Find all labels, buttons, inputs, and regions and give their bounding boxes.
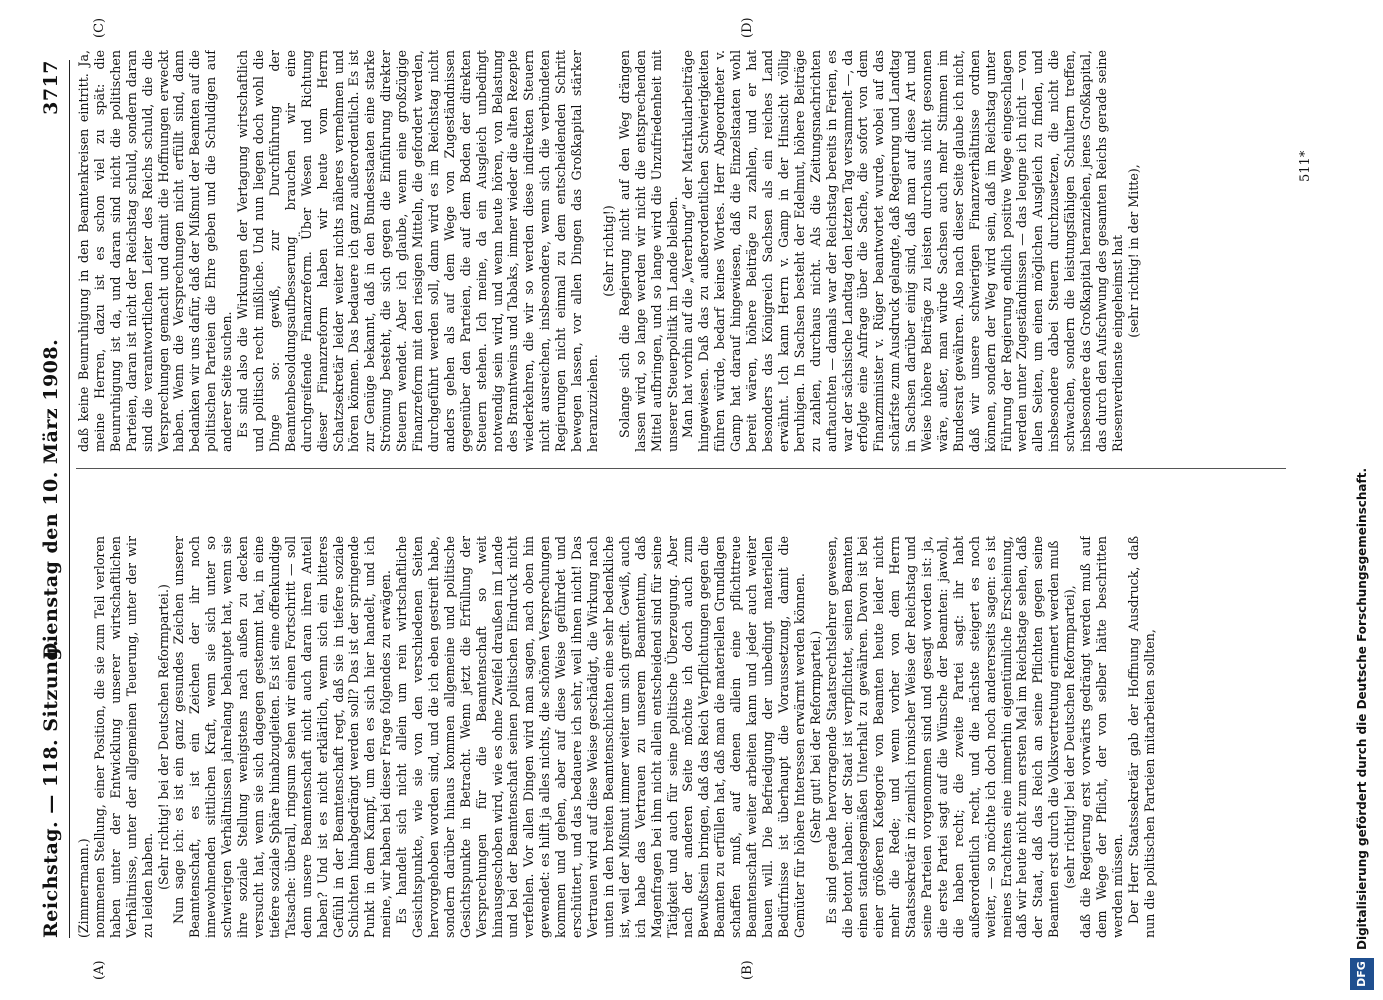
paragraph: nommenen Stellung, einer Position, die sie zum Teil verloren haben unter der Entwicklung unserer wirtschaftlichen Verhältnisse, unter der allgemeinen Teuerung, unter der wir zu leiden haben. (91, 536, 155, 938)
header-date: Dienstag den 10. März 1908. (40, 338, 62, 660)
paragraph: Es handelt sich nicht allein um rein wirtschaftliche Gesichtspunkte, wie sie von den verschiedenen Seiten hervorgehoben worden sind, und die ich eben gestreift habe, sondern darüber hinaus kommen allgemeine und politische Gesichtspunkte in Betracht. Wenn jetzt die Erfüllung der Versprechungen für die Beamtenschaft so weit hinausgeschoben wird, wie es ohne Zweifel draußen im Lande und bei der Beamtenschaft seinen politischen Eindruck nicht verfehlen. Vor allen Dingen wird man sagen, nach oben hin gewendet: es hilft ja alles nichts, die schönen Versprechungen kommen und gehen, aber auf diese Weise geführdet und erschüttert, und das bedauere ich sehr, weil ihnen nicht! Das Vertrauen wird auf diese Weise geschädigt, die Wirkung nach unten in den breiten Beamtenschichten eine sehr bedenkliche ist, weil der Mißmut immer weiter um sich greift. Gewiß, auch ich habe das Vertrauen zu unserem Beamtentum, daß Magenfragen bei ihm nicht allein entscheidend sind für seine Tätigkeit und auch für seine politische Überzeugung. Aber nach der anderen Seite möchte ich doch auch zum Bewußtsein bringen, daß das Reich Verpflichtungen gegen die Beamten zu erfüllen hat, daß man die materiellen Grundlagen schaffen muß, auf denen allein eine pflichttreue Beamtenschaft weiter arbeiten kann und jeder auch weiter bauen will. Die Befriedigung der unbedingt materiellen Bedürfnisse ist überhaupt die Voraussetzung, damit die Gemüter für höhere Interessen erwärmt werden können. (394, 536, 807, 938)
paragraph: Solange sich die Regierung nicht auf den Weg drängen lassen wird, so lange werden wir nicht die entsprechenden Mittel aufbringen, und so lange wird die Unzufriedenheit mit unserer Steuerpolitik im Lande bleiben. (616, 50, 680, 452)
header-page-number: 3717 (40, 60, 62, 115)
paragraph: Man hat vorhin auf die „Vererbung“ der Matrikularbeiträge hingewiesen. Daß das zu außerordentlichen Schwierigkeiten führen würde, bedarf keines Wortes. Herr Abgeordneter v. Gamp hat darauf hingewiesen, daß die Einzelstaaten wohl bereit wären, höhere Beiträge zu zahlen, und er hat besonders das Königreich Sachsen als ein reiches Land erwähnt. Ich kann Herrn v. Gamp in der Hinsicht völlig beruhigen. In Sachsen besteht der Edelmut, höhere Beiträge zu zahlen, durchaus nicht. Als die Zeitungsnachrichten auftauchten — damals war der Reichstag bereits in Ferien, es war der sächsische Landtag den letzten Tag versammelt —, da erfolgte eine Anfrage über die Sache, die sofort von dem Finanzminister v. Rüger beantwortet wurde, wobei auf das schärfste zum Ausdruck gelangte, daß Regierung und Landtag in Sachsen darüber einig sind, daß man auf diese Art und Weise höhere Beiträge zu leisten durchaus nicht gesonnen wäre, außer, man würde Sachsen auch mehr Stimmen im Bundesrat gewähren. Also nach dieser Seite glaube ich nicht, daß wir unsere schwierigen Finanzverhältnisse ordnen können, sondern der Weg wird sein, daß im Reichstag unter Führung der Regierung endlich positive Wege eingeschlagen werden unter Zugeständnissen — das leugne ich nicht — von allen Seiten, um einen möglichen Ausgleich zu finden, und insbesondere dabei Steuern durchzusetzen, die nicht die schwachen, sondern die leistungsfähigen Schultern treffen, insbesondere das Großkapital heranziehen, jenes Großkapital, das durch den Aufschwung des gesamten Reichs gerade seine Riesenverdienste eingeheimst hat (680, 50, 1125, 452)
interjection: (Sehr gut! bei der Reformpartei.) (807, 630, 823, 844)
digitization-footer (1346, 0, 1383, 1000)
interjection: (sehr richtig! bei der Deutschen Reformpartei), (1062, 585, 1078, 889)
paragraph: Es sind gerade hervorragende Staatsrechtslehrer gewesen, die betont haben: der Staat ist verpflichtet, seinen Beamten einen standesgemäßen Unterhalt zu gewähren. Davon ist bei einer größeren Kategorie von Beamten heute leider nicht mehr die Rede; und wenn vorher von dem Herrn Staatssekretär in ziemlich ironischer Weise der Reichstag und seine Parteien vorgenommen sind und gesagt worden ist: ja, die erste Partei sagt auf die Wünsche der Beamten: jawohl, die haben recht; die zweite Partei sagt: ihr habt außerordentlich recht, und die nächste steigert es noch weiter, — so möchte ich doch noch andererseits sagen: es ist meines Erachtens eine immerhin eigentümliche Erscheinung, daß wir heute nicht zum ersten Mal im Reichstage sehen, daß der Staat, daß das Reich an seine Pflichten gegen seine Beamten erst durch die Volksvertretung erinnert werden muß (823, 536, 1062, 938)
interjection: (Sehr richtig! bei der Deutschen Reformpartei.) (155, 584, 171, 890)
interjection: (Sehr richtig!) (600, 205, 616, 297)
digitization-note: Digitalisierung gefördert durch die Deutsche Forschungsgemeinschaft. (1355, 467, 1369, 950)
margin-marker-a: (A) (92, 960, 107, 980)
right-column (76, 50, 1286, 452)
left-column (76, 536, 1286, 938)
header-rule (69, 60, 70, 938)
paragraph: Der Herr Staatssekretär gab der Hoffnung Ausdruck, daß nun die politischen Parteien mitarbeiten sollten, (1125, 536, 1157, 938)
margin-marker-b: (B) (740, 960, 755, 980)
paragraph: Nun sage ich: es ist ein ganz gesundes Zeichen unserer Beamtenschaft, es ist ein Zeichen der ihr noch innewohnenden sittlichen Kraft, wenn sie sich unter so schwierigen Verhältnissen jahrelang behauptet hat, wenn sie ihre soziale Stellung wenigstens nach außen zu decken versucht hat, wenn sie sich dagegen gestemmt hat, in eine tiefere soziale Sphäre hinabzugleiten. Es ist eine offenkundige Tatsache: überall, ringsum sehen wir einen Fortschritt — soll denn unsere Beamtenschaft nicht auch daran ihren Anteil haben? Und ist es nicht erklärlich, wenn sich ein bitteres Gefühl in der Beamtenschaft regt, daß sie in tiefere soziale Schichten hinabgedrängt werden soll? Das ist der springende Punkt in dem Kampf, um den es sich hier handelt, und ich meine, wir haben bei dieser Frage folgendes zu erwägen. (171, 536, 394, 938)
running-header (40, 60, 68, 938)
dfg-logo-icon: DFG (1350, 958, 1374, 990)
paragraph: Es sind also die Wirkungen der Vertagung wirtschaftlich und politisch recht mißliche. Und nun liegen doch wohl die Dinge so: gewiß, zur Durchführung der Beamtenbesoldungsaufbesserung brauchen wir eine durchgreifende Finanzreform. Über Wesen und Richtung dieser Finanzreform haben wir heute vom Herrn Schatzsekretär leider weiter nichts näheres vernehmen und hören können. Das bedauere ich ganz außerordentlich. Es ist zur Genüge bekannt, daß in den Bundesstaaten eine starke Strömung besteht, die sich gegen die Einführung direkter Steuern wendet. Aber ich glaube, wenn eine großzügige Finanzreform mit den riesigen Mitteln, die gefordert werden, durchgeführt werden soll, dann wird es im Reichstag nicht anders gehen als auf dem Wege von Zugeständnissen gegenüber den Parteien, die auf dem Boden der direkten Steuern stehen. Ich meine, da ein Ausgleich unbedingt notwendig sein wird, und wenn heute hören, von Belastung des Branntweins und Tabaks, immer wieder die alten Rezepte wiederkehren, die wir so werden diese indirekten Steuern nicht ausreichen, insbesondere, wenn sich die verbündeten Regierungen nicht einmal zu dem entscheidenden Schritt bewegen lassen, vor allen Dingen das Großkapital stärker heranzuziehen. (235, 50, 600, 452)
interjection: (sehr richtig! in der Mitte), (1125, 164, 1141, 338)
paragraph: daß keine Beunruhigung in den Beamtenkreisen eintritt. Ja, meine Herren, dazu ist es schon viel zu spät: die Beunruhigung ist da, und daran sind nicht die politischen Parteien, daran ist nicht der Reichstag schuld, sondern daran sind die verantwortlichen Leiter des Reichs schuld, die die Versprechungen gemacht und damit die Hoffnungen erweckt haben. Wenn die Versprechungen nicht erfüllt sind, dann bedanken wir uns dafür, daß der Mißmut der Beamten auf die politischen Parteien die Ehre geben und die Schuldigen auf anderer Seite suchen. (76, 50, 235, 452)
header-session-title: Reichstag. — 118. Sitzung. (40, 639, 62, 938)
margin-marker-c: (C) (92, 17, 107, 38)
margin-marker-d: (D) (740, 17, 755, 38)
printer-signature: 511* (1298, 150, 1313, 182)
paragraph: daß die Regierung erst vorwärts gedrängt werden muß auf dem Wege der Pflicht, der von selber hätte beschritten werden müssen. (1078, 536, 1125, 938)
column-divider (76, 468, 1286, 469)
speaker-name: (Zimmermann.) (76, 838, 91, 938)
